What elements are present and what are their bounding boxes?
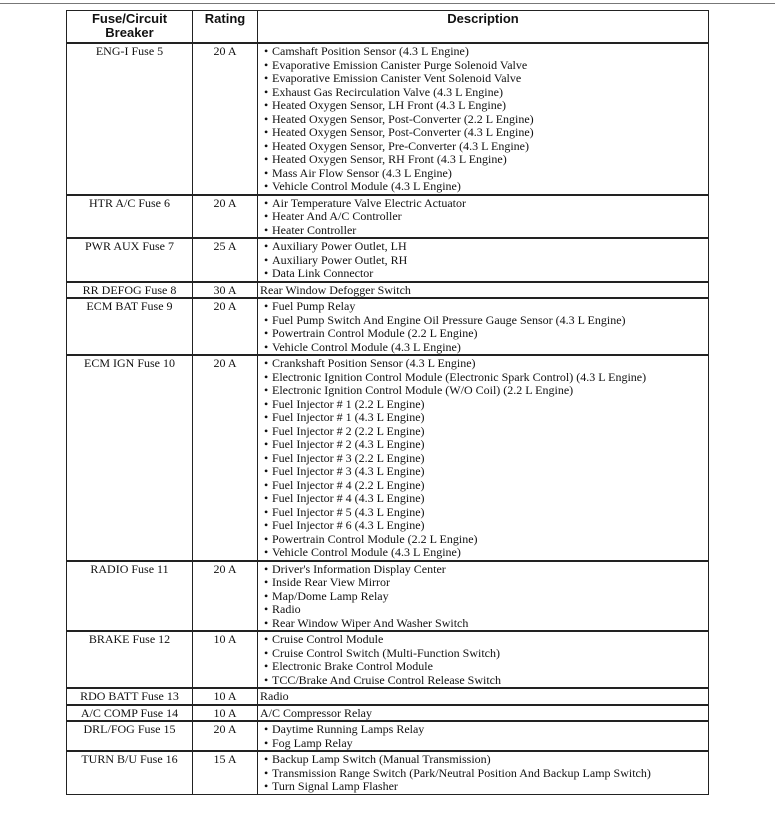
list-item: • Heater And A/C Controller [272, 210, 708, 224]
description-cell [258, 238, 709, 282]
list-item: • Fog Lamp Relay [272, 737, 708, 751]
list-item: • Radio [272, 603, 708, 617]
list-item: • Fuel Injector # 3 (2.2 L Engine) [272, 452, 708, 466]
table-row [67, 688, 709, 705]
list-item: • Electronic Ignition Control Module (W/O Coil) (2.2 L Engine) [272, 384, 708, 398]
description-list [258, 197, 708, 238]
list-item: • Fuel Pump Switch And Engine Oil Pressure Gauge Sensor (4.3 L Engine) [272, 314, 708, 328]
description-text: Rear Window Defogger Switch [260, 282, 411, 297]
list-item: • Camshaft Position Sensor (4.3 L Engine) [272, 45, 708, 59]
rating-cell: 25 A [193, 238, 258, 282]
fuse-cell: A/C COMP Fuse 14 [67, 705, 193, 722]
list-item: • Fuel Injector # 6 (4.3 L Engine) [272, 519, 708, 533]
description-text: Radio [260, 689, 289, 703]
fuse-cell: RADIO Fuse 11 [67, 561, 193, 632]
list-item: • Powertrain Control Module (2.2 L Engine) [272, 533, 708, 547]
fuse-table-body [67, 43, 709, 794]
table-row [67, 631, 709, 688]
table-row [67, 298, 709, 355]
list-item: • Vehicle Control Module (4.3 L Engine) [272, 546, 708, 560]
table-row [67, 561, 709, 632]
list-item: • Turn Signal Lamp Flasher [272, 780, 708, 794]
list-item: • Mass Air Flow Sensor (4.3 L Engine) [272, 167, 708, 181]
description-cell [258, 721, 709, 751]
fuse-cell: ENG-I Fuse 5 [67, 43, 193, 195]
description-cell [258, 355, 709, 561]
list-item: • Auxiliary Power Outlet, LH [272, 240, 708, 254]
description-list [258, 753, 708, 794]
description-list [258, 300, 708, 354]
list-item: • Fuel Injector # 4 (2.2 L Engine) [272, 479, 708, 493]
rating-cell: 15 A [193, 751, 258, 794]
list-item: • Heated Oxygen Sensor, Post-Converter (4.3 L Engine) [272, 126, 708, 140]
rating-cell: 20 A [193, 43, 258, 195]
description-list [258, 45, 708, 194]
description-cell [258, 298, 709, 355]
list-item: • Air Temperature Valve Electric Actuator [272, 197, 708, 211]
rating-cell: 20 A [193, 195, 258, 239]
description-cell [258, 561, 709, 632]
list-item: • Evaporative Emission Canister Purge Solenoid Valve [272, 59, 708, 73]
list-item: • Fuel Pump Relay [272, 300, 708, 314]
description-list [258, 357, 708, 560]
fuse-table [66, 10, 709, 795]
list-item: • Cruise Control Module [272, 633, 708, 647]
list-item: • Vehicle Control Module (4.3 L Engine) [272, 180, 708, 194]
fuse-cell: TURN B/U Fuse 16 [67, 751, 193, 794]
list-item: • Electronic Brake Control Module [272, 660, 708, 674]
table-row [67, 195, 709, 239]
fuse-cell: ECM IGN Fuse 10 [67, 355, 193, 561]
list-item: • Fuel Injector # 4 (4.3 L Engine) [272, 492, 708, 506]
list-item: • Vehicle Control Module (4.3 L Engine) [272, 341, 708, 355]
list-item: • Evaporative Emission Canister Vent Solenoid Valve [272, 72, 708, 86]
list-item: • Fuel Injector # 1 (4.3 L Engine) [272, 411, 708, 425]
description-cell [258, 705, 709, 722]
list-item: • Cruise Control Switch (Multi-Function Switch) [272, 647, 708, 661]
list-item: • Rear Window Wiper And Washer Switch [272, 617, 708, 631]
rating-cell: 10 A [193, 705, 258, 722]
table-row [67, 238, 709, 282]
list-item: • Heated Oxygen Sensor, Post-Converter (2.2 L Engine) [272, 113, 708, 127]
fuse-cell: RR DEFOG Fuse 8 [67, 282, 193, 299]
description-cell [258, 195, 709, 239]
description-cell [258, 688, 709, 705]
table-row [67, 705, 709, 722]
table-row [67, 355, 709, 561]
description-cell [258, 751, 709, 794]
table-row [67, 43, 709, 195]
description-cell [258, 631, 709, 688]
list-item: • Fuel Injector # 1 (2.2 L Engine) [272, 398, 708, 412]
list-item: • Fuel Injector # 2 (4.3 L Engine) [272, 438, 708, 452]
fuse-cell: HTR A/C Fuse 6 [67, 195, 193, 239]
list-item: • Backup Lamp Switch (Manual Transmission) [272, 753, 708, 767]
rating-cell: 10 A [193, 631, 258, 688]
rating-cell: 20 A [193, 561, 258, 632]
list-item: • Auxiliary Power Outlet, RH [272, 254, 708, 268]
list-item: • Data Link Connector [272, 267, 708, 281]
description-list [258, 563, 708, 631]
fuse-cell: BRAKE Fuse 12 [67, 631, 193, 688]
list-item: • Heated Oxygen Sensor, LH Front (4.3 L Engine) [272, 99, 708, 113]
fuse-cell: DRL/FOG Fuse 15 [67, 721, 193, 751]
table-row [67, 721, 709, 751]
description-list [258, 723, 708, 750]
header-fuse: Fuse/Circuit Breaker [67, 11, 193, 44]
list-item: • Electronic Ignition Control Module (Electronic Spark Control) (4.3 L Engine) [272, 371, 708, 385]
list-item: • Fuel Injector # 3 (4.3 L Engine) [272, 465, 708, 479]
list-item: • Fuel Injector # 5 (4.3 L Engine) [272, 506, 708, 520]
description-cell [258, 43, 709, 195]
fuse-cell: RDO BATT Fuse 13 [67, 688, 193, 705]
rating-cell: 20 A [193, 298, 258, 355]
description-cell [258, 282, 709, 299]
rating-cell: 20 A [193, 721, 258, 751]
header-row [67, 11, 709, 44]
rating-cell: 10 A [193, 688, 258, 705]
list-item: • Driver's Information Display Center [272, 563, 708, 577]
table-row [67, 751, 709, 794]
list-item: • Inside Rear View Mirror [272, 576, 708, 590]
description-list [258, 240, 708, 281]
list-item: • Heater Controller [272, 224, 708, 238]
description-text: A/C Compressor Relay [260, 705, 372, 720]
fuse-cell: PWR AUX Fuse 7 [67, 238, 193, 282]
list-item: • TCC/Brake And Cruise Control Release Switch [272, 674, 708, 688]
description-list [258, 633, 708, 687]
rating-cell: 20 A [193, 355, 258, 561]
list-item: • Heated Oxygen Sensor, Pre-Converter (4.3 L Engine) [272, 140, 708, 154]
page-top-rule [0, 3, 775, 4]
list-item: • Map/Dome Lamp Relay [272, 590, 708, 604]
list-item: • Transmission Range Switch (Park/Neutral Position And Backup Lamp Switch) [272, 767, 708, 781]
list-item: • Heated Oxygen Sensor, RH Front (4.3 L Engine) [272, 153, 708, 167]
rating-cell: 30 A [193, 282, 258, 299]
table-row [67, 282, 709, 299]
list-item: • Exhaust Gas Recirculation Valve (4.3 L Engine) [272, 86, 708, 100]
list-item: • Crankshaft Position Sensor (4.3 L Engine) [272, 357, 708, 371]
header-rating: Rating [193, 11, 258, 44]
list-item: • Daytime Running Lamps Relay [272, 723, 708, 737]
fuse-cell: ECM BAT Fuse 9 [67, 298, 193, 355]
list-item: • Fuel Injector # 2 (2.2 L Engine) [272, 425, 708, 439]
list-item: • Powertrain Control Module (2.2 L Engine) [272, 327, 708, 341]
header-description: Description [258, 11, 709, 44]
